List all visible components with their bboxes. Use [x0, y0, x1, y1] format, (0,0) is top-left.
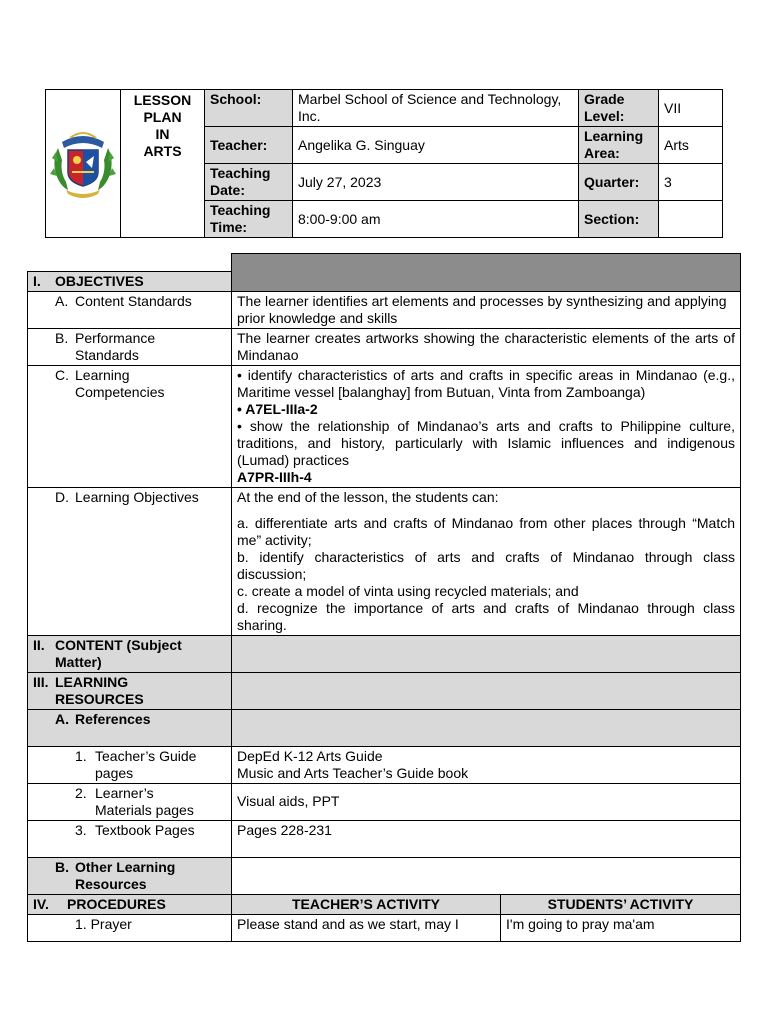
table-row [28, 709, 741, 746]
references-letter: A. [55, 710, 69, 727]
other-resources-heading [28, 857, 232, 894]
other-resources-value [232, 857, 741, 894]
resources-value [232, 672, 741, 709]
lesson-plan-table [27, 253, 741, 942]
prayer-teacher: Please stand and as we start, may I [232, 914, 501, 941]
objective-a: a. differentiate arts and crafts of Mindanao from other places through “Match me” activity; [237, 514, 735, 548]
tb-num: 3. [75, 821, 87, 838]
school-seal-icon [48, 120, 118, 204]
lesson-plan-title-line-3: IN [155, 126, 170, 142]
performance-standards-label [28, 328, 232, 365]
table-row [28, 820, 741, 857]
tg-line-1: DepEd K-12 Arts Guide [237, 747, 383, 764]
competencies-text [232, 365, 741, 487]
procedures-heading [28, 894, 232, 914]
tg-value [232, 746, 741, 783]
procedures-title: PROCEDURES [67, 895, 166, 912]
teacher-value: Angelika G. Singuay [293, 127, 579, 164]
references-label: References [75, 710, 151, 727]
tg-line-2: Music and Arts Teacher’s Guide book [237, 764, 469, 781]
references-value [232, 709, 741, 746]
lesson-plan-title-line-1: LESSON [133, 92, 192, 108]
competency-code-1: • A7EL-IIIa-2 [237, 400, 318, 417]
competencies-label-text: Learning Competencies [75, 366, 165, 400]
table-row [28, 857, 741, 894]
performance-standards-text: The learner creates artworks showing the characteristic elements of the arts of Mindanao [232, 328, 741, 365]
time-label: Teaching Time: [205, 201, 293, 238]
procedures-num: IV. [33, 895, 49, 912]
date-value: July 27, 2023 [293, 164, 579, 201]
tg-num: 1. [75, 747, 87, 764]
lm-num: 2. [75, 784, 87, 801]
lm-label-text: Learner’s Materials pages [95, 784, 194, 818]
table-row [28, 783, 741, 820]
tb-label [28, 820, 232, 857]
content-title: CONTENT (Subject Matter) [55, 636, 182, 670]
objective-c: c. create a model of vinta using recycled materials; and [237, 582, 579, 599]
resources-num: III. [33, 673, 49, 690]
competency-item-1: • identify characteristics of arts and crafts in specific areas in Mindanao (e.g., Maritime vessel [balanghay] from Butuan, Vinta from Zamboanga) [237, 366, 735, 400]
tg-label [28, 746, 232, 783]
content-standards-label [28, 291, 232, 328]
quarter-label: Quarter: [579, 164, 659, 201]
learning-objectives-text [232, 487, 741, 635]
prayer-student: I'm going to pray ma'am [501, 914, 741, 941]
learning-objectives-label [28, 487, 232, 635]
teacher-activity-header: TEACHER’S ACTIVITY [232, 894, 501, 914]
objectives-header-bar [232, 254, 741, 292]
prayer-label: 1. Prayer [28, 914, 232, 941]
school-label: School: [205, 90, 293, 127]
header-table [45, 89, 723, 238]
objectives-title: OBJECTIVES [55, 272, 144, 289]
objectives-intro: At the end of the lesson, the students can: [237, 488, 499, 505]
objectives-num: I. [33, 272, 41, 289]
performance-standards-letter: B. [55, 329, 69, 346]
section-label: Section: [579, 201, 659, 238]
lesson-plan-title [121, 90, 205, 238]
lesson-plan-title-line-2: PLAN [143, 109, 182, 125]
objective-b: b. identify characteristics of arts and crafts of Mindanao through class discussion; [237, 548, 735, 582]
content-heading [28, 635, 232, 672]
lm-label [28, 783, 232, 820]
grade-label: Grade Level: [579, 90, 659, 127]
table-row [28, 914, 741, 941]
section-value [659, 201, 723, 238]
table-row [28, 746, 741, 783]
references-heading [28, 709, 232, 746]
lm-value: Visual aids, PPT [232, 783, 741, 820]
lesson-plan-title-line-4: ARTS [143, 143, 182, 159]
resources-title: LEARNING RESOURCES [55, 673, 144, 707]
objectives-spacer [28, 254, 232, 272]
table-row [28, 672, 741, 709]
resources-heading [28, 672, 232, 709]
table-row [28, 365, 741, 487]
competency-code-2: A7PR-IIIh-4 [237, 468, 312, 485]
tg-label-text: Teacher’s Guide pages [95, 747, 197, 781]
other-resources-label: Other Learning Resources [75, 858, 176, 892]
content-standards-text: The learner identifies art elements and processes by synthesizing and applying prior knowledge and skills [232, 291, 741, 328]
learning-objectives-letter: D. [55, 488, 69, 505]
tb-label-text: Textbook Pages [95, 821, 195, 838]
grade-value: VII [659, 90, 723, 127]
area-value: Arts [659, 127, 723, 164]
other-resources-letter: B. [55, 858, 69, 875]
date-label: Teaching Date: [205, 164, 293, 201]
content-num: II. [33, 636, 45, 653]
content-value [232, 635, 741, 672]
competencies-label [28, 365, 232, 487]
table-row [28, 894, 741, 914]
objectives-heading [28, 271, 232, 291]
table-row [28, 328, 741, 365]
time-value: 8:00-9:00 am [293, 201, 579, 238]
content-standards-label-text: Content Standards [75, 292, 192, 309]
table-row [28, 487, 741, 635]
table-row [28, 635, 741, 672]
quarter-value: 3 [659, 164, 723, 201]
table-row [28, 291, 741, 328]
competency-item-2: • show the relationship of Mindanao’s arts and crafts to Philippine culture, traditions, and history, particularly with Islamic influences and indigenous (Lumad) practices [237, 417, 735, 468]
school-value: Marbel School of Science and Technology, Inc. [293, 90, 579, 127]
content-standards-letter: A. [55, 292, 69, 309]
tb-value: Pages 228-231 [232, 820, 741, 857]
teacher-label: Teacher: [205, 127, 293, 164]
student-activity-header: STUDENTS’ ACTIVITY [501, 894, 741, 914]
objective-d: d. recognize the importance of arts and crafts of Mindanao through class sharing. [237, 599, 735, 633]
competencies-letter: C. [55, 366, 69, 383]
learning-objectives-label-text: Learning Objectives [75, 488, 199, 505]
area-label: Learning Area: [579, 127, 659, 164]
performance-standards-label-text: Performance Standards [75, 329, 156, 363]
logo-cell [46, 90, 121, 238]
